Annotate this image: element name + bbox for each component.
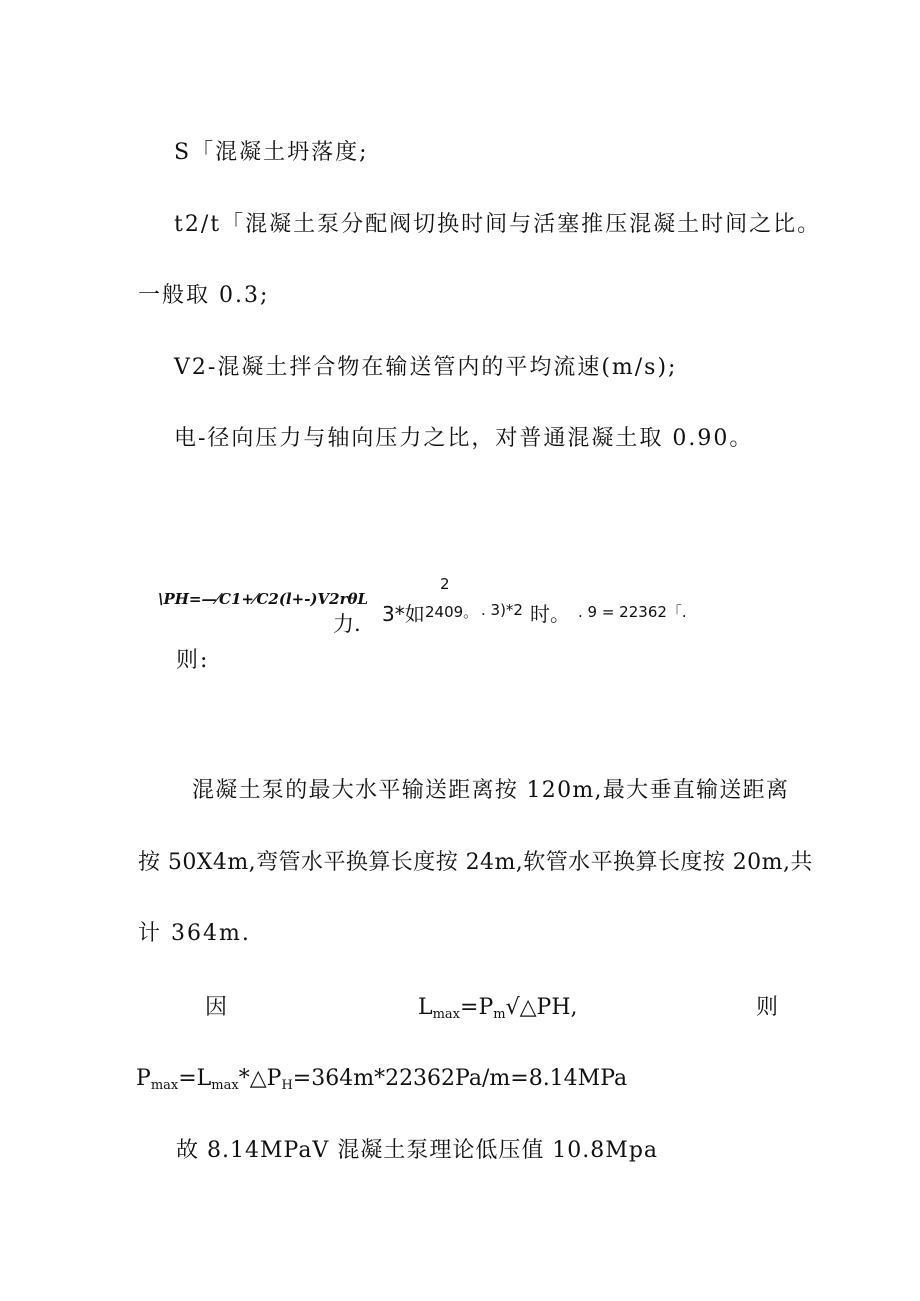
paragraph-line-3: 计 364m. (138, 921, 251, 946)
equation-pmax (136, 1065, 627, 1100)
equals-p: =P (460, 995, 494, 1020)
paragraph-line-2: 按 50X4m,弯管水平换算长度按 24m,软管水平换算长度按 20m,共 (138, 850, 813, 875)
formula-lhs-sub: 力. (333, 612, 361, 636)
then-label: 则 (756, 995, 781, 1020)
def-ratio: 电-径向压力与轴向压力之比，对普通混凝土取 0.90。 (174, 426, 754, 451)
sqrt-delta-ph: √△PH, (505, 995, 578, 1020)
result: =364m*22362Pa/m=8.14MPa (292, 1066, 628, 1091)
equation-lmax (418, 994, 578, 1029)
def-t-cont: 一般取 0.3; (138, 283, 270, 308)
formula-part1: 3*如 (382, 602, 425, 626)
subscript-max: max (432, 1007, 461, 1022)
formula-part5: . 9 = 22362「. (578, 603, 687, 621)
subscript-h: H (281, 1078, 293, 1093)
formula-part3: . 3)*2 (481, 601, 523, 619)
formula-part4: 时。 (530, 602, 570, 626)
times-delta-p: *△P (238, 1066, 282, 1091)
subscript-max: max (211, 1078, 239, 1093)
symbol-l: L (418, 995, 433, 1020)
def-s: S「混凝土坍落度; (174, 140, 369, 165)
symbol-p: P (136, 1066, 151, 1091)
formula-part2: 2409。 (425, 603, 479, 621)
subscript-max: max (150, 1078, 179, 1093)
def-t: t2/t「混凝土泵分配阀切换时间与活塞推压混凝土时间之比。 (174, 212, 822, 237)
formula-then: 则: (176, 648, 210, 673)
formula-lhs: \PH=—⁄C1+⁄C2(l+-)V2rθL (158, 590, 369, 608)
subscript-m: m (493, 1007, 506, 1022)
equals-l: =L (178, 1066, 212, 1091)
def-v2: V2-混凝土拌合物在输送管内的平均流速(m/s); (174, 355, 678, 380)
because-label: 因 (205, 995, 230, 1020)
formula-superscript: 2 (440, 575, 450, 593)
paragraph-line-1: 混凝土泵的最大水平输送距离按 120m,最大垂直输送距离 (192, 778, 790, 803)
conclusion: 故 8.14MPaV 混凝土泵理论低压值 10.8Mpa (176, 1138, 659, 1163)
